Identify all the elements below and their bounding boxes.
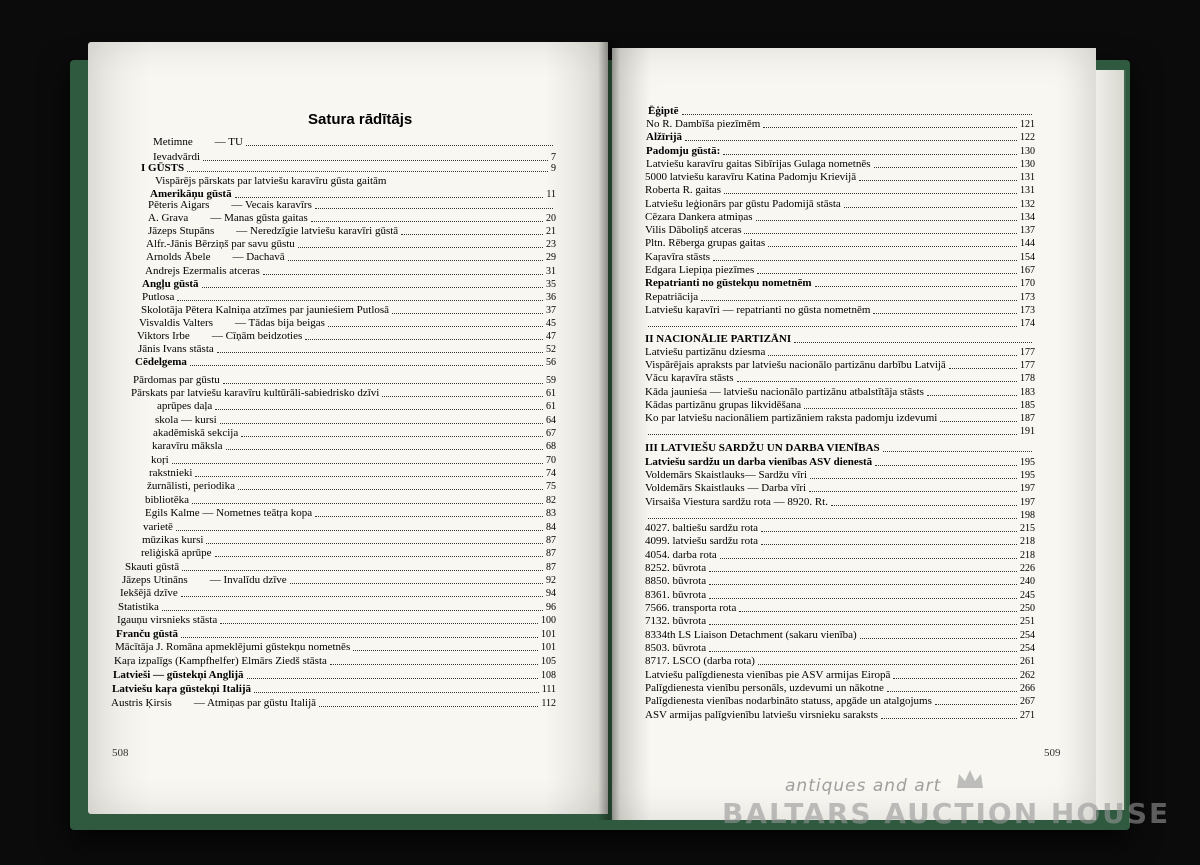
toc-entry-page: 101	[541, 642, 556, 653]
toc-entry-label: bibliotēka	[145, 494, 189, 506]
leader-dots	[809, 491, 1017, 492]
toc-entry-page: 130	[1020, 146, 1035, 157]
toc-entry-label: žurnālisti, periodika	[147, 480, 235, 492]
leader-dots	[713, 260, 1017, 261]
toc-entry-label: 8361. būvrota	[645, 589, 707, 601]
toc-entry-label: aprūpes daļa	[157, 400, 213, 412]
toc-entry-page: 131	[1020, 172, 1035, 183]
toc-entry-label: III LATVIEŠU SARDŽU UN DARBA VIENĪBAS	[645, 442, 880, 454]
toc-entry-label: Latviešu sardžu un darba vienības ASV dienestā	[645, 456, 873, 468]
toc-entry-label: Austris Ķirsis	[111, 697, 172, 709]
toc-entry	[645, 615, 1035, 628]
leader-dots	[739, 611, 1017, 612]
leader-dots	[874, 167, 1017, 168]
right-page-number: 509	[1044, 747, 1061, 759]
toc-entry-page: 21	[546, 226, 556, 237]
toc-entry-subtitle: — Neredzīgie latviešu karavīri gūstā	[236, 225, 399, 237]
toc-entry-label: Pēteris Aigars	[148, 199, 210, 211]
toc-entry-label: Skolotāja Pētera Kalniņa atzīmes par jaunieśiem Putlosā	[141, 304, 390, 316]
toc-entry-label: Padomju gūstā:	[646, 145, 721, 157]
toc-entry-label: Voldemārs Skaistlauks— Sardžu vīri	[645, 469, 808, 481]
toc-entry-label: varietē	[143, 521, 173, 533]
toc-entry-label: skola — kursi	[155, 414, 217, 426]
toc-entry-page: 218	[1020, 536, 1035, 547]
toc-entry-label: 8334th LS Liaison Detachment (sakaru vienība)	[645, 629, 857, 641]
toc-entry-page: 59	[546, 375, 556, 386]
toc-entry-page: 177	[1020, 347, 1035, 358]
toc-entry	[645, 575, 1035, 588]
toc-entry-label: reliģiskā aprūpe	[141, 547, 212, 559]
toc-entry-page: 94	[546, 588, 556, 599]
leader-dots	[881, 718, 1017, 719]
toc-entry	[645, 425, 1035, 438]
toc-entry-label: 4054. darba rota	[645, 549, 717, 561]
toc-entry-page: 131	[1020, 185, 1035, 196]
toc-entry-page: 267	[1020, 696, 1035, 707]
toc-entry	[645, 184, 1035, 197]
toc-entry-label: II NACIONĀLIE PARTIZĀNI	[645, 333, 792, 345]
toc-entry	[645, 171, 1035, 184]
toc-entry-label: Visvaldis Valters	[139, 317, 213, 329]
toc-entry-label: Pārdomas par gūstu	[133, 374, 220, 386]
toc-entry-label: Jāzeps Stupāns	[148, 225, 215, 237]
leader-dots	[648, 434, 1017, 435]
toc-entry-label: Latviešu palīgdienesta vienības pie ASV armijas Eiropā	[645, 669, 891, 681]
toc-entry-page: 74	[546, 468, 556, 479]
toc-entry-page: 137	[1020, 225, 1035, 236]
toc-entry-label: Putlosa	[142, 291, 175, 303]
leader-dots	[756, 220, 1018, 221]
toc-entry-subtitle: — Tādas bija beigas	[235, 317, 325, 329]
toc-entry	[645, 264, 1035, 277]
toc-entry	[645, 399, 1035, 412]
toc-entry	[646, 131, 1035, 144]
toc-entry-page: 84	[546, 522, 556, 533]
leader-dots	[724, 193, 1017, 194]
leader-dots	[709, 571, 1017, 572]
toc-entry-label: Latviešu leģionārs par gūstu Padomijā stāsta	[645, 198, 841, 210]
toc-entry-page: 262	[1020, 670, 1035, 681]
toc-entry-page: 261	[1020, 656, 1035, 667]
toc-entry-page: 195	[1020, 470, 1035, 481]
toc-entry	[645, 224, 1035, 237]
toc-entry	[645, 469, 1035, 482]
toc-entry-label: Ko par latviešu nacionāliem partizāniem raksta padomju izdevumi	[645, 412, 938, 424]
toc-entry-page: 250	[1020, 603, 1035, 614]
leader-dots	[873, 313, 1017, 314]
toc-entry	[645, 535, 1035, 548]
toc-entry-label: Iekšējā dzīve	[120, 587, 178, 599]
toc-entry-label: 7132. būvrota	[645, 615, 707, 627]
toc-entry	[645, 669, 1035, 682]
toc-entry-page: 47	[546, 331, 556, 342]
toc-entry	[645, 251, 1035, 264]
toc-entry-page: 101	[541, 629, 556, 640]
toc-entry-label: Repatrianti no gūstekņu nometnēm	[645, 277, 812, 289]
leader-dots	[709, 598, 1017, 599]
toc-entry-page: 254	[1020, 630, 1035, 641]
toc-entry	[646, 158, 1035, 171]
toc-entry-page: 92	[546, 575, 556, 586]
toc-entry-page: 61	[546, 388, 556, 399]
toc-entry-subtitle: — Vecais karavīrs	[231, 199, 312, 211]
toc-entry-page: 154	[1020, 252, 1035, 263]
leader-dots	[758, 664, 1017, 665]
toc-entry-page: 70	[546, 455, 556, 466]
toc-entry-page: 134	[1020, 212, 1035, 223]
toc-entry-subtitle: — Dachavā	[232, 251, 285, 263]
watermark-tagline: antiques and art	[785, 776, 942, 796]
toc-entry	[646, 145, 1035, 158]
toc-entry-page: 56	[546, 357, 556, 368]
toc-entry-label: Metimne	[153, 136, 193, 148]
toc-entry-label: Latviešu kaŗa gūstekņi Italijā	[112, 683, 252, 695]
toc-entry-label: Igauņu virsnieks stāsta	[117, 614, 218, 626]
leader-dots	[648, 518, 1017, 519]
leader-dots	[709, 584, 1017, 585]
toc-entry-page: 185	[1020, 400, 1035, 411]
toc-entry-page: 197	[1020, 483, 1035, 494]
toc-entry-page: 36	[546, 292, 556, 303]
toc-entry-label: Mācītāja J. Romāna apmeklējumi gūstekņu nometnēs	[115, 641, 351, 653]
toc-entry-label: Alfr.-Jānis Bērziņš par savu gūstu	[146, 238, 295, 250]
toc-entry-page: 174	[1020, 318, 1035, 329]
toc-entry-page: 266	[1020, 683, 1035, 694]
toc-entry-label: Pārskats par latviešu karavīru kultūrāli-sabiedrisko dzīvi	[131, 387, 380, 399]
toc-entry-page: 173	[1020, 305, 1035, 316]
toc-entry-label: I GŪSTS	[141, 162, 185, 174]
toc-entry-label: Ievadvārdi	[153, 151, 201, 163]
toc-entry	[645, 589, 1035, 602]
toc-entry-label: Franču gūstā	[116, 628, 179, 640]
toc-entry-label: Vācu kaŗavīra stāsts	[645, 372, 734, 384]
toc-entry	[645, 277, 1035, 290]
toc-entry-label: Edgara Liepiņa piezīmes	[645, 264, 755, 276]
toc-entry-page: 11	[546, 189, 556, 200]
toc-entry-page: 35	[546, 279, 556, 290]
leader-dots	[757, 273, 1017, 274]
toc-entry-label: Kaŗa izpalīgs (Kampfhelfer) Elmārs Ziedš stāsta	[114, 655, 327, 667]
toc-entry-label: Virsaiša Viestura sardžu rota — 8920. Rt.	[645, 496, 828, 508]
toc-entry-label: Ēģiptē	[648, 105, 679, 117]
toc-entry-subtitle: — Manas gūsta gaitas	[210, 212, 308, 224]
toc-entry	[645, 412, 1035, 425]
toc-entry-page: 226	[1020, 563, 1035, 574]
toc-entry-page: 31	[546, 266, 556, 277]
toc-entry-label: Vispārējs pārskats par latviešu karavīru gūsta gaitām	[155, 175, 387, 187]
leader-dots	[810, 478, 1017, 479]
toc-entry	[645, 496, 1035, 509]
toc-entry	[645, 522, 1035, 535]
leader-dots	[701, 300, 1017, 301]
toc-entry-subtitle: — TU	[214, 136, 243, 148]
toc-entry-page: 170	[1020, 278, 1035, 289]
leader-dots	[768, 246, 1017, 247]
toc-entry	[645, 237, 1035, 250]
toc-entry-label: Latviešu partizānu dziesma	[645, 346, 766, 358]
toc-entry	[645, 655, 1035, 668]
toc-entry-page: 197	[1020, 497, 1035, 508]
toc-entry-page: 87	[546, 548, 556, 559]
toc-entry	[645, 682, 1035, 695]
toc-entry-page: 271	[1020, 710, 1035, 721]
toc-entry-label: Latviešu kaŗavīri — repatrianti no gūsta nometnēm	[645, 304, 871, 316]
toc-entry-page: 7	[551, 152, 556, 163]
toc-entry-label: 8850. būvrota	[645, 575, 707, 587]
toc-entry-label: akadēmiskā sekcija	[153, 427, 239, 439]
leader-dots	[844, 207, 1017, 208]
leader-dots	[768, 355, 1017, 356]
toc-entry	[645, 629, 1035, 642]
toc-entry-label: 4027. baltiešu sardžu rota	[645, 522, 759, 534]
toc-entry-page: 178	[1020, 373, 1035, 384]
toc-entry-label: Pltn. Rēberga grupas gaitas	[645, 237, 766, 249]
toc-entry-label: 8717. LSCO (darba rota)	[645, 655, 755, 667]
toc-entry-label: Latvieši — gūstekņi Anglijā	[113, 669, 244, 681]
toc-entry	[645, 695, 1035, 708]
leader-dots	[927, 395, 1017, 396]
leader-dots	[763, 127, 1017, 128]
leader-dots	[887, 691, 1017, 692]
toc-entry	[645, 291, 1035, 304]
toc-entry	[645, 359, 1035, 372]
toc-entry-label: Repatriācija	[645, 291, 699, 303]
toc-entry	[645, 372, 1035, 385]
toc-entry-page: 45	[546, 318, 556, 329]
toc-entry-page: 87	[546, 535, 556, 546]
toc-entry-label: Latviešu karavīru gaitas Sibīrijas Gulaga nometnēs	[646, 158, 871, 170]
toc-entry	[645, 509, 1035, 522]
leader-dots	[860, 638, 1017, 639]
toc-entry-label: 8503. būvrota	[645, 642, 707, 654]
leader-dots	[709, 651, 1017, 652]
toc-entry-label: Voldemārs Skaistlauks — Darba vīri	[645, 482, 807, 494]
leader-dots	[685, 140, 1017, 141]
toc-entry-page: 218	[1020, 550, 1035, 561]
toc-entry	[645, 442, 1035, 455]
leader-dots	[709, 624, 1017, 625]
toc-entry-label: karavīru māksla	[152, 440, 223, 452]
toc-entry-label: Vispārējais apraksts par latviešu nacionālo partizānu darbību Latvijā	[645, 359, 946, 371]
toc-entry-label: Roberta R. gaitas	[645, 184, 722, 196]
toc-entry-page: 23	[546, 239, 556, 250]
leader-dots	[859, 180, 1017, 181]
toc-entry	[645, 304, 1035, 317]
toc-entry-page: 173	[1020, 292, 1035, 303]
left-page-number: 508	[112, 747, 129, 759]
toc-entry-page: 251	[1020, 616, 1035, 627]
toc-entry	[645, 602, 1035, 615]
toc-entry-label: Statistika	[118, 601, 159, 613]
toc-entry-label: Jāzeps Utināns	[122, 574, 188, 586]
toc-entry-label: Egils Kalme — Nometnes teātŗa kopa	[145, 507, 313, 519]
toc-entry-page: 37	[546, 305, 556, 316]
toc-entry-page: 122	[1020, 132, 1035, 143]
leader-dots	[893, 678, 1017, 679]
leader-dots	[761, 544, 1017, 545]
toc-entry-label: Angļu gūstā	[142, 278, 199, 290]
toc-entry	[645, 346, 1035, 359]
toc-entry-page: 195	[1020, 457, 1035, 468]
toc-entry	[645, 317, 1035, 330]
toc-entry-page: 240	[1020, 576, 1035, 587]
leader-dots	[831, 505, 1017, 506]
toc-entry-page: 83	[546, 508, 556, 519]
toc-entry	[645, 456, 1035, 469]
leader-dots	[737, 381, 1017, 382]
leader-dots	[794, 342, 1032, 343]
page-title: Satura rādītājs	[308, 111, 413, 128]
toc-entry	[645, 562, 1035, 575]
toc-entry-page: 130	[1020, 159, 1035, 170]
toc-entry-label: 4099. latviešu sardžu rota	[645, 535, 759, 547]
toc-entry-page: 121	[1020, 119, 1035, 130]
toc-entry-label: No R. Dambīša piezīmēm	[646, 118, 761, 130]
toc-entry-page: 191	[1020, 426, 1035, 437]
toc-entry-page: 167	[1020, 265, 1035, 276]
leader-dots	[815, 286, 1017, 287]
leader-dots	[935, 704, 1017, 705]
toc-entry	[645, 482, 1035, 495]
toc-entry-label: ASV armijas palīgvienību latviešu virsnieku saraksts	[645, 709, 878, 721]
toc-entry-page: 198	[1020, 510, 1035, 521]
toc-entry-page: 61	[546, 401, 556, 412]
toc-entry-label: Vilis Dāboliņš atceras	[645, 224, 742, 236]
toc-entry-label: A. Grava	[148, 212, 189, 224]
leader-dots	[720, 558, 1017, 559]
toc-entry	[645, 333, 1035, 346]
toc-entry-page: 183	[1020, 387, 1035, 398]
toc-entry-subtitle: — Invalīdu dzīve	[209, 574, 287, 586]
toc-entry-page: 105	[541, 656, 556, 667]
toc-entry	[645, 709, 1035, 722]
toc-entry-page: 245	[1020, 590, 1035, 601]
toc-entry-page: 187	[1020, 413, 1035, 424]
toc-entry	[645, 642, 1035, 655]
toc-entry-page: 68	[546, 441, 556, 452]
toc-entry-page: 52	[546, 344, 556, 355]
toc-entry-page: 108	[541, 670, 556, 681]
toc-entry-label: rakstnieki	[149, 467, 193, 479]
toc-entry-label: Alžīrijā	[646, 131, 683, 143]
toc-entry-label: Arnolds Ābele	[146, 251, 211, 263]
toc-entry-label: Andrejs Ezermalis atceras	[145, 265, 260, 277]
toc-entry-page: 100	[541, 615, 556, 626]
toc-entry	[645, 549, 1035, 562]
toc-entry-label: Palīgdienesta vienības nodarbināto statuss, apgāde un atalgojums	[645, 695, 932, 707]
toc-entry	[645, 211, 1035, 224]
leader-dots	[723, 154, 1017, 155]
toc-entry-label: mūzikas kursi	[142, 534, 204, 546]
toc-entry-subtitle: — Cīņām beidzoties	[211, 330, 303, 342]
toc-entry	[645, 198, 1035, 211]
toc-entry-page: 215	[1020, 523, 1035, 534]
toc-entry	[648, 105, 1035, 118]
toc-entry-page: 177	[1020, 360, 1035, 371]
toc-entry-label: Cēzara Dankera atmiņas	[645, 211, 753, 223]
leader-dots	[648, 326, 1017, 327]
crown-icon	[955, 768, 985, 792]
toc-entry-page: 96	[546, 602, 556, 613]
toc-entry-page: 20	[546, 213, 556, 224]
toc-entry-page: 132	[1020, 199, 1035, 210]
toc-entry-page: 9	[551, 163, 556, 174]
leader-dots	[682, 114, 1032, 115]
toc-entry-subtitle: — Atmiņas par gūstu Italijā	[193, 697, 317, 709]
toc-entry-label: Skauti gūstā	[125, 561, 180, 573]
leader-dots	[875, 465, 1017, 466]
toc-entry-label: 5000 latviešu karavīru Katina Padomju Krievijā	[645, 171, 857, 183]
toc-entry-page: 67	[546, 428, 556, 439]
toc-entry-page: 82	[546, 495, 556, 506]
leader-dots	[804, 408, 1017, 409]
toc-entry-page: 29	[546, 252, 556, 263]
toc-entry-label: Kādas partizānu grupas likvidēšana	[645, 399, 802, 411]
leader-dots	[940, 421, 1017, 422]
leader-dots	[761, 531, 1017, 532]
toc-entry-page: 87	[546, 562, 556, 573]
toc-entry-label: 7566. transporta rota	[645, 602, 737, 614]
leader-dots	[949, 368, 1017, 369]
toc-entry-label: Palīgdienesta vienību personāls, uzdevumi un nākotne	[645, 682, 884, 694]
toc-entry-label: Kāda jaunieśa — latviešu nacionālo partizānu atbalstītāja stāsts	[645, 386, 924, 398]
leader-dots	[883, 451, 1032, 452]
toc-entry-label: Kaŗavīra stāsts	[645, 251, 711, 263]
leader-dots	[744, 233, 1017, 234]
toc-entry-label: 8252. būvrota	[645, 562, 707, 574]
toc-entry-label: Viktors Irbe	[137, 330, 190, 342]
toc-entry-label: Jānis Ivans stāsta	[138, 343, 214, 355]
toc-entry-page: 75	[546, 481, 556, 492]
toc-entry	[645, 386, 1035, 399]
toc-entry	[646, 118, 1035, 131]
toc-entry-page: 254	[1020, 643, 1035, 654]
toc-entry-page: 112	[541, 698, 556, 709]
toc-entry-label: Cēdelgema	[135, 356, 187, 368]
toc-entry-page: 64	[546, 415, 556, 426]
toc-entry-label: koŗi	[151, 454, 169, 466]
watermark-brand: BALTARS AUCTION HOUSE	[722, 797, 1171, 830]
toc-entry-label: Amerikāņu gūstā	[150, 188, 232, 200]
toc-entry-page: 144	[1020, 238, 1035, 249]
toc-entry-page: 111	[541, 684, 556, 695]
